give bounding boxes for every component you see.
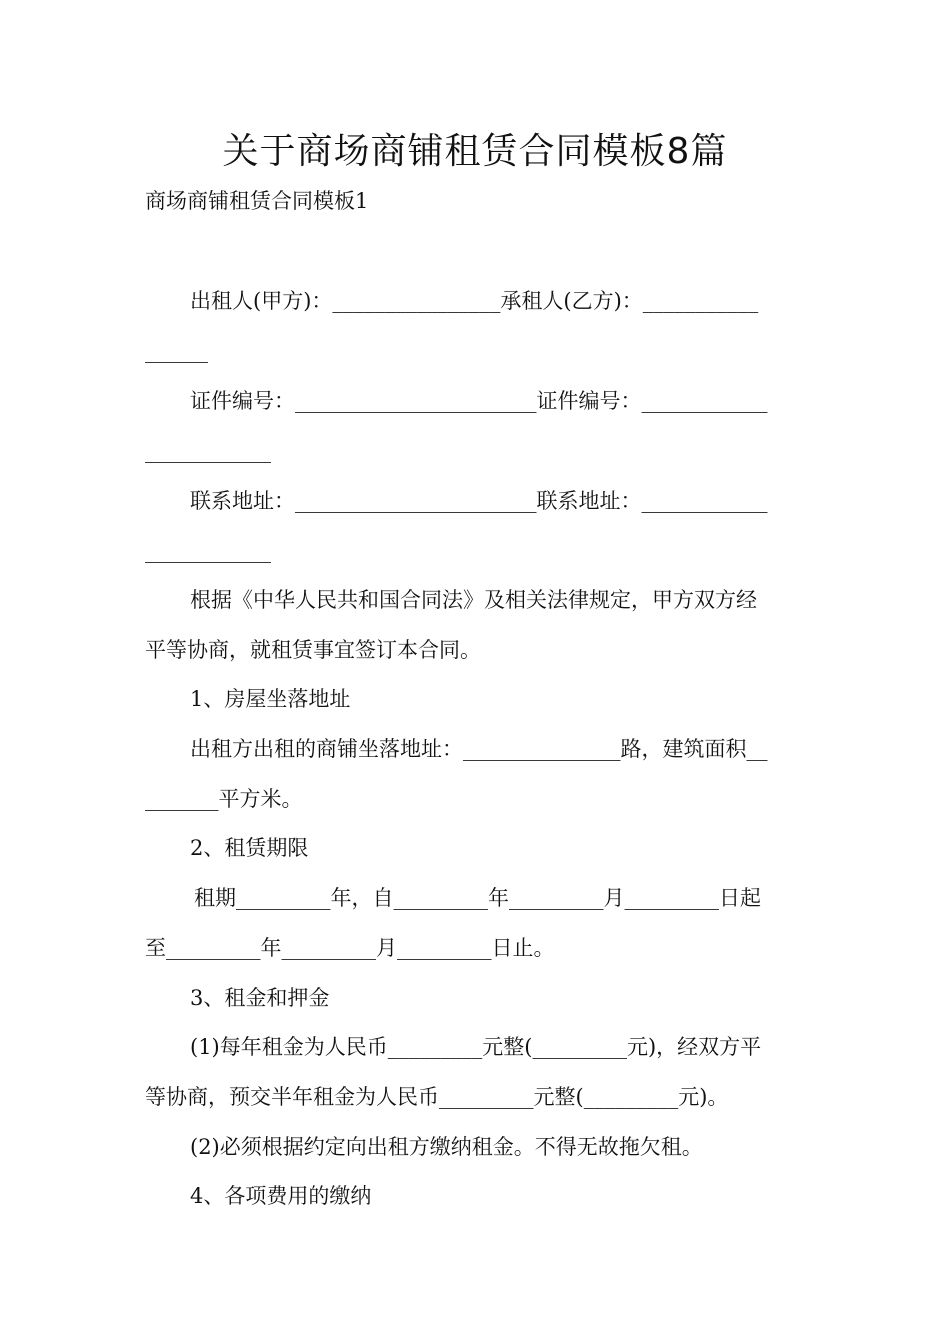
contact-address-line: 联系地址：_______________________联系地址：____________ [190,489,768,513]
preamble-line: 根据《中华人民共和国合同法》及相关法律规定，甲方双方经 [190,588,757,612]
contact-address-continuation-line: ____________ [145,539,271,563]
section-3-heading: 3、租金和押金 [190,986,330,1010]
rent-payment-line: (2)必须根据约定向出租方缴纳租金。不得无故拖欠租。 [190,1135,703,1159]
prepaid-rent-line: 等协商，预交半年租金为人民币_________元整(_________元)。 [145,1085,729,1109]
document-title: 关于商场商铺租赁合同模板8篇 [222,131,728,172]
shop-area-line: _______平方米。 [145,787,303,811]
preamble-continuation-line: 平等协商，就租赁事宜签订本合同。 [145,638,481,662]
shop-address-line: 出租方出租的商铺坐落地址：_______________路，建筑面积__ [190,737,768,761]
lease-term-line: 租期_________年，自_________年_________月_________日起 [194,886,761,910]
lease-term-continuation-line: 至_________年_________月_________日止。 [145,936,555,960]
section-4-heading: 4、各项费用的缴纳 [190,1184,372,1208]
annual-rent-line: (1)每年租金为人民币_________元整(_________元)，经双方平 [190,1035,762,1059]
lessor-lessee-line: 出租人(甲方)：________________承租人(乙方)：___________ [190,289,759,313]
section-2-heading: 2、租赁期限 [190,836,309,860]
section-1-heading: 1、房屋坐落地址 [190,687,351,711]
id-number-line: 证件编号：_______________________证件编号：____________ [190,389,768,413]
id-number-continuation-line: ____________ [145,439,271,463]
document-subtitle: 商场商铺租赁合同模板1 [145,189,369,213]
lessee-continuation-line: ______ [145,339,208,363]
